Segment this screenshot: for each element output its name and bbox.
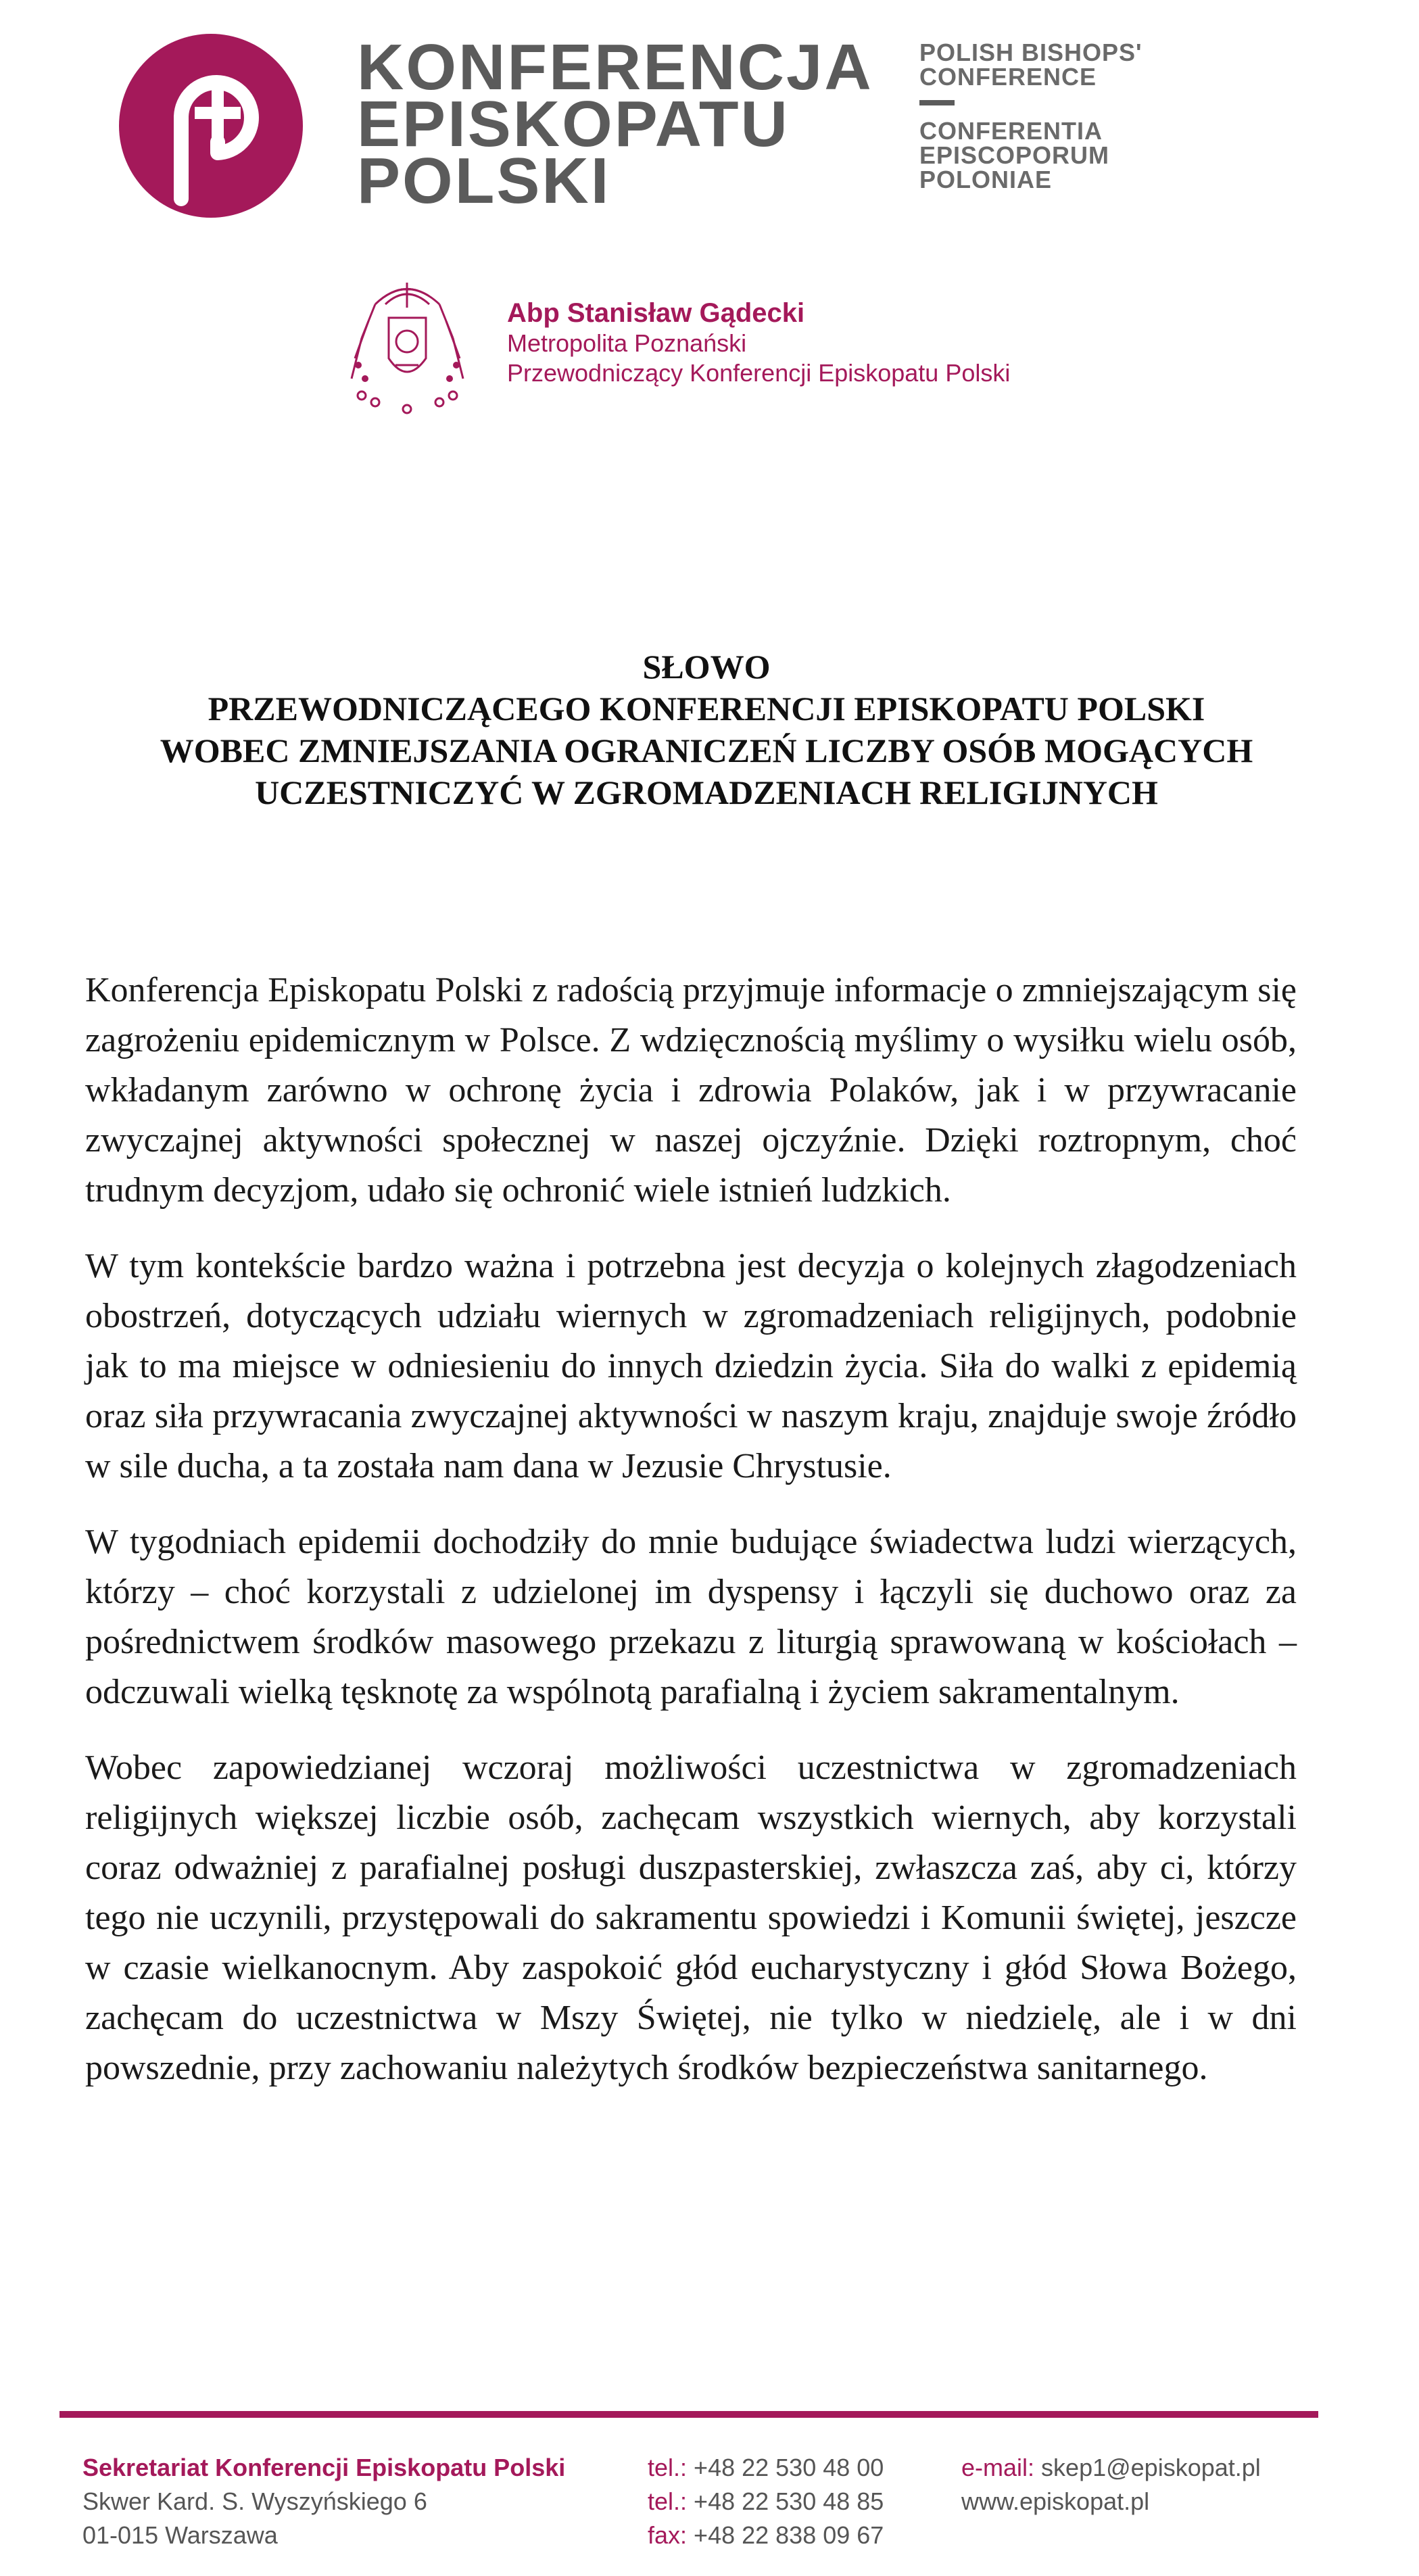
phone-label: tel.: xyxy=(648,2487,688,2515)
archbishop-coat-of-arms-icon xyxy=(348,277,466,419)
title-line: WOBEC ZMNIEJSZANIA OGRANICZEŃ LICZBY OSÓB MOGĄCYCH xyxy=(160,732,1253,769)
document-body xyxy=(85,965,1297,2119)
title-line: SŁOWO xyxy=(642,648,771,686)
author-name: Abp Stanisław Gądecki xyxy=(507,298,805,328)
org-name-line: EPISKOPATU xyxy=(357,88,790,160)
footer-contact xyxy=(961,2451,1261,2519)
email-label: e-mail: xyxy=(961,2454,1035,2481)
org-en-line: CONFERENCE xyxy=(919,63,1097,91)
paragraph: W tygodniach epidemii dochodziły do mnie budujące świadectwa ludzi wierzących, którzy – choć korzystali z udzielonej im dyspensy i łączyli się duchowo oraz za pośrednictwem środków masowego przekazu z liturgią sprawowaną w kościołach – odczuwali wielką tęsknotę za wspólnotą parafialną i życiem sakramentalnym. xyxy=(85,1523,1297,1711)
org-la-line: POLONIAE xyxy=(919,166,1053,193)
author-block xyxy=(507,297,1010,388)
footer-street: Skwer Kard. S. Wyszyńskiego 6 xyxy=(82,2487,427,2515)
website-link[interactable]: www.episkopat.pl xyxy=(961,2487,1150,2515)
footer-org: Sekretariat Konferencji Episkopatu Polski xyxy=(82,2454,566,2481)
title-line: PRZEWODNICZĄCEGO KONFERENCJI EPISKOPATU POLSKI xyxy=(208,690,1205,728)
organization-name-translations xyxy=(919,41,1203,192)
org-la-line: EPISCOPORUM xyxy=(919,141,1110,169)
phone-number[interactable]: +48 22 530 48 85 xyxy=(694,2487,884,2515)
document-title xyxy=(88,646,1325,813)
org-name-line: KONFERENCJA xyxy=(357,31,873,103)
title-line: UCZESTNICZYĆ W ZGROMADZENIACH RELIGIJNYCH xyxy=(255,773,1158,811)
paragraph: W tym kontekście bardzo ważna i potrzebna jest decyzja o kolejnych złagodzeniach obostrzeń, dotyczących udziału wiernych w zgromadzeniach religijnych, podobnie jak to ma miejsce w odniesieniu do innych dziedzin życia. Siła do walki z epidemią oraz siła przywracania zwyczajnej aktywności w naszym kraju, znajduje swoje źródło w sile ducha, a ta została nam dana w Jezusie Chrystusie. xyxy=(85,1247,1297,1485)
footer-divider xyxy=(59,2411,1318,2418)
footer-phones xyxy=(648,2451,884,2552)
author-role: Metropolita Poznański xyxy=(507,329,747,357)
email-link[interactable]: skep1@episkopat.pl xyxy=(1041,2454,1261,2481)
phone-number[interactable]: +48 22 530 48 00 xyxy=(694,2454,884,2481)
org-en-line: POLISH BISHOPS' xyxy=(919,39,1143,66)
organization-name xyxy=(357,31,873,217)
fax-label: fax: xyxy=(648,2521,688,2549)
phone-label: tel.: xyxy=(648,2454,688,2481)
cross-in-circle-icon xyxy=(116,30,306,222)
author-role: Przewodniczący Konferencji Episkopatu Polski xyxy=(507,359,1011,387)
footer-address xyxy=(82,2451,565,2552)
footer-city: 01-015 Warszawa xyxy=(82,2521,278,2549)
fax-number: +48 22 838 09 67 xyxy=(694,2521,884,2549)
org-la-line: CONFERENTIA xyxy=(919,117,1103,145)
paragraph: Konferencja Episkopatu Polski z radością przyjmuje informacje o zmniejszającym się zagrożeniu epidemicznym w Polsce. Z wdzięcznością myślimy o wysiłku wielu osób, wkładanym zarówno w ochronę życia i zdrowia Polaków, jak i w przywracanie zwyczajnej aktywności społecznej w naszej ojczyźnie. Dzięki roztropnym, choć trudnym decyzjom, udało się ochronić wiele istnień ludzkich. xyxy=(85,971,1297,1210)
org-name-line: POLSKI xyxy=(357,145,611,217)
divider xyxy=(919,100,955,105)
paragraph: Wobec zapowiedzianej wczoraj możliwości uczestnictwa w zgromadzeniach religijnych większej liczbie osób, zachęcam wszystkich wiernych, aby korzystali coraz odważniej z parafialnej posługi duszpasterskiej, zwłaszcza zaś, aby ci, którzy tego nie uczynili, przystępowali do sakramentu spowiedzi i Komunii świętej, jeszcze w czasie wielkanocnym. Aby zaspokoić głód eucharystyczny i głód Słowa Bożego, zachęcam do uczestnictwa w Mszy Świętej, nie tylko w niedzielę, ale i w dni powszednie, przy zachowaniu należytych środków bezpieczeństwa sanitarnego. xyxy=(85,1748,1297,2087)
